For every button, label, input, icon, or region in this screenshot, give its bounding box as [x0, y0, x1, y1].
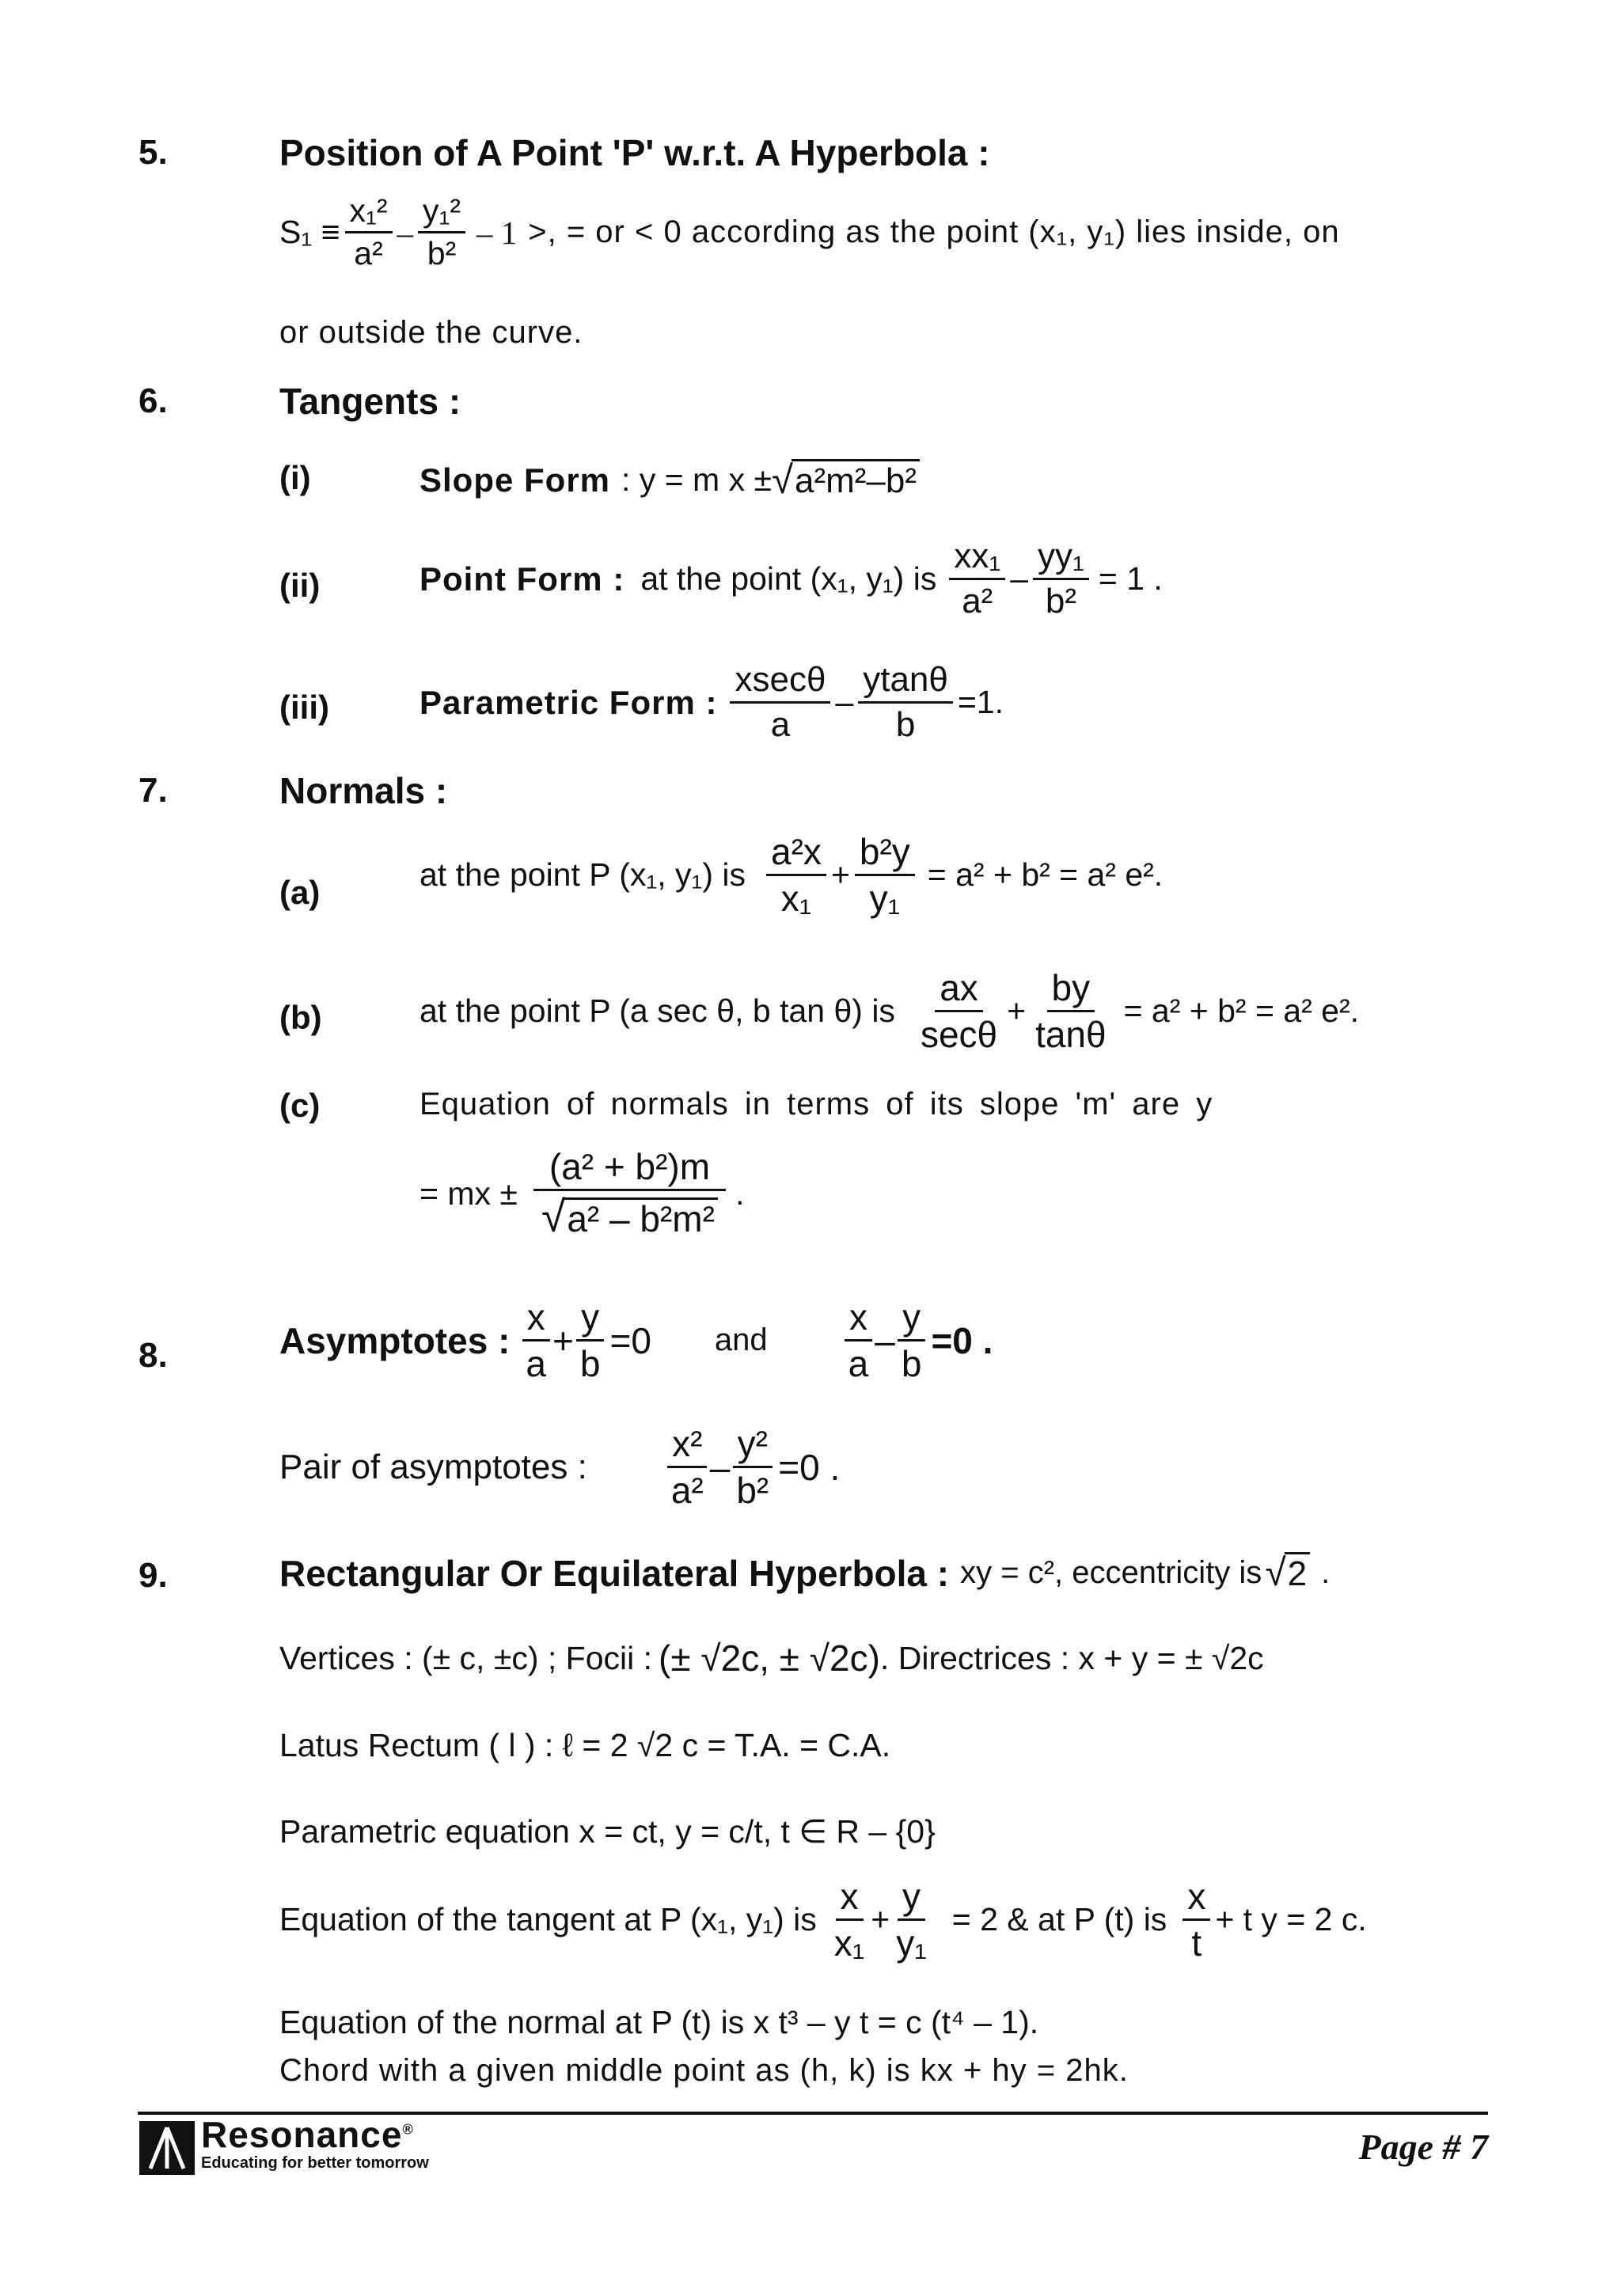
- minus-one: – 1: [476, 214, 518, 251]
- parametric-form-name: Parametric Form :: [419, 683, 718, 721]
- normal-a-label: (a): [279, 874, 321, 911]
- normal-b-row: [419, 969, 1359, 1054]
- x2-over-a2: $\frac{\text{x²}}{\text{a²}}$: [666, 1425, 708, 1510]
- rect-hyperbola-eq: xy = c², eccentricity is: [960, 1555, 1262, 1590]
- plus-sign: +: [871, 1901, 890, 1938]
- normal-c-lhs: = mx ±: [419, 1175, 518, 1213]
- x1sq-over-a2: $\frac{\text{x₁²}}{\text{a²}}$: [345, 194, 393, 271]
- s1-rest: >, = or < 0 according as the point (x₁, y₁) lies inside, on: [528, 214, 1340, 250]
- normal-b-label: (b): [279, 999, 322, 1036]
- y-over-b: $\frac{y}{b}$: [575, 1298, 606, 1383]
- s1-lhs: S₁ ≡: [279, 214, 340, 251]
- minus-sign: –: [875, 1319, 895, 1361]
- slope-form-root: a²m²–b²: [792, 459, 920, 501]
- normal-c-formula: [419, 1148, 744, 1240]
- pair-asymptotes-row: [279, 1425, 840, 1510]
- tangent-end: + t y = 2 c.: [1215, 1901, 1367, 1938]
- by-over-tan: $\frac{by}{\tan\theta}$: [1035, 967, 1107, 1056]
- slope-form-name: Slope Form: [419, 461, 611, 499]
- title-end: .: [1321, 1555, 1331, 1590]
- minus-sign: –: [1010, 560, 1029, 598]
- root-two: 2: [1285, 1552, 1310, 1594]
- normal-a-rhs: = a² + b² = a² e².: [927, 856, 1164, 894]
- parametric-form-rhs: =1.: [957, 684, 1004, 721]
- asymptote1-rhs: =0: [609, 1319, 651, 1361]
- section-7-title: Normals :: [279, 770, 448, 811]
- chord-equation: Chord with a given middle point as (h, k) is kx + hy = 2hk.: [279, 2053, 1129, 2088]
- a2x-over-x1: $\frac{\text{a²x}}{\text{x₁}}$: [766, 833, 826, 918]
- slope-form-row: [419, 457, 920, 503]
- logo-mark-icon: [139, 2121, 195, 2175]
- y-over-b-2: $\frac{y}{b}$: [897, 1298, 927, 1383]
- y-over-y1: $\frac{y}{\text{y₁}}$: [896, 1876, 927, 1964]
- point-form-name: Point Form :: [419, 560, 625, 598]
- ytan-over-b: $\frac{ytan\theta}{b}$: [858, 662, 953, 743]
- ax-over-sec: $\frac{ax}{\sec\theta}$: [920, 967, 998, 1056]
- rect-hyperbola-title-row: [279, 1551, 1330, 1595]
- b2y-over-y1: $\frac{\text{b²y}}{\text{y₁}}$: [855, 833, 915, 918]
- pair-asymptotes-label: Pair of asymptotes :: [279, 1447, 587, 1486]
- directrices-text: . Directrices : x + y = ± √2c: [879, 1639, 1264, 1676]
- plus-sign: +: [830, 856, 850, 894]
- slope-normal-fraction: (a² + b²)m √ a² – b²m²: [533, 1148, 726, 1240]
- normal-a-text: at the point P (x₁, y₁) is: [419, 856, 746, 894]
- resonance-logo-icon: [139, 2121, 195, 2175]
- section-7-number: 7.: [139, 771, 168, 810]
- x-over-t: $\frac{x}{t}$: [1183, 1877, 1210, 1963]
- minus-sign: –: [397, 214, 413, 251]
- normal-b-rhs: = a² + b² = a² e².: [1123, 992, 1359, 1030]
- and-text: and: [714, 1323, 768, 1358]
- vertices-row: [279, 1637, 1264, 1679]
- tangent-pre: Equation of the tangent at P (x₁, y₁) is: [279, 1901, 817, 1938]
- yy1-over-b2: $\frac{\text{yy₁}}{\text{b²}}$: [1033, 538, 1089, 620]
- pair-asymptotes-rhs: =0 .: [778, 1446, 841, 1488]
- slope-form-eq: : y = m x ±: [621, 461, 772, 498]
- section-5-title: Position of A Point 'P' w.r.t. A Hyperbola :: [279, 132, 990, 173]
- normal-equation: Equation of the normal at P (t) is x t³ – y t = c (t⁴ – 1).: [279, 2004, 1039, 2040]
- normal-c-text: Equation of normals in terms of its slope 'm' are y: [419, 1087, 1213, 1121]
- normal-c-end: .: [735, 1175, 745, 1213]
- minus-sign: –: [709, 1446, 731, 1488]
- y2-over-b2: $\frac{\text{y²}}{\text{b²}}$: [731, 1425, 773, 1510]
- section-5-number: 5.: [139, 133, 168, 172]
- section-6-number: 6.: [139, 381, 168, 420]
- asymptotes-row: [279, 1298, 993, 1383]
- x-over-a: $\frac{x}{a}$: [521, 1298, 551, 1383]
- vertices-text: Vertices : (± c, ±c) ; Focii :: [279, 1639, 653, 1676]
- s5-line2: or outside the curve.: [279, 315, 583, 350]
- point-form-row: [419, 538, 1163, 620]
- section-9-title: Rectangular Or Equilateral Hyperbola :: [279, 1552, 950, 1594]
- x-over-a-2: $\frac{x}{a}$: [844, 1298, 874, 1383]
- normal-c-label: (c): [279, 1087, 321, 1124]
- asymptote2-rhs: =0 .: [931, 1319, 993, 1361]
- latus-rectum: Latus Rectum ( l ) : ℓ = 2 √2 c = T.A. = C.A.: [279, 1727, 891, 1763]
- page-number: Page # 7: [1358, 2127, 1488, 2167]
- plus-sign: +: [552, 1319, 574, 1361]
- parametric-form-row: [419, 662, 1004, 743]
- tangent-ii-label: (ii): [279, 567, 321, 604]
- point-form-rhs: = 1 .: [1098, 560, 1163, 598]
- sqrt-sign: √: [771, 458, 793, 502]
- parametric-equation: Parametric equation x = ct, y = c/t, t ∈ R – {0}: [279, 1813, 936, 1850]
- section-6-title: Tangents :: [279, 381, 461, 422]
- plus-sign: +: [1007, 992, 1027, 1030]
- section-8-title: Asymptotes :: [279, 1319, 511, 1361]
- normal-a-row: [419, 833, 1163, 918]
- brand-tagline: Educating for better tomorrow: [201, 2154, 429, 2172]
- tangent-equation-row: [279, 1877, 1367, 1963]
- sqrt-sign: √: [541, 1192, 566, 1242]
- s1-expression: [279, 194, 1340, 271]
- tangent-mid: = 2 & at P (t) is: [951, 1901, 1167, 1938]
- section-8-number: 8.: [139, 1336, 168, 1375]
- tangent-i-label: (i): [279, 459, 311, 496]
- brand-name: Resonance®: [201, 2114, 414, 2155]
- point-form-text: at the point (x₁, y₁) is: [640, 560, 937, 598]
- xx1-over-a2: $\frac{\text{xx₁}}{\text{a²}}$: [949, 538, 1005, 620]
- y1sq-over-b2: $\frac{\text{y₁²}}{\text{b²}}$: [418, 194, 465, 271]
- minus-sign: –: [835, 684, 854, 721]
- x-over-x1: $\frac{x}{\text{x₁}}$: [833, 1876, 865, 1964]
- xsec-over-a: $\frac{xsec\theta}{a}$: [730, 662, 830, 743]
- normal-b-text: at the point P (a sec θ, b tan θ) is: [419, 992, 895, 1030]
- focii-value: (± √2c, ± √2c): [659, 1638, 880, 1679]
- section-9-number: 9.: [139, 1556, 168, 1595]
- tangent-iii-label: (iii): [279, 689, 329, 726]
- sqrt-sign: √: [1265, 1552, 1286, 1594]
